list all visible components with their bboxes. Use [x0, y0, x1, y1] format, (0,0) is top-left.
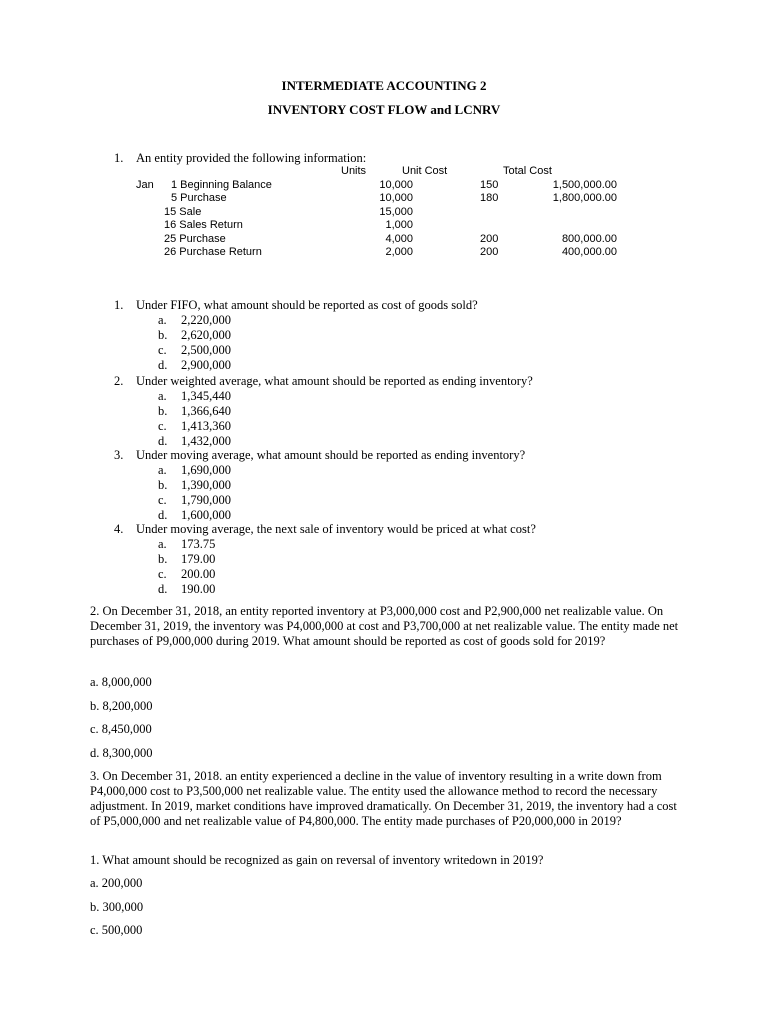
problem2-option: a. 8,000,000 [90, 675, 152, 689]
problem2-text: 2. On December 31, 2018, an entity reported inventory at P3,000,000 cost and P2,900,000 net realizable value. On December 31, 2019, the inventory was P4,000,000 at cost and P3,700,000 at net realizable value. The entity made net purchases of P9,000,000 during 2019. What amount should be reported as cost of goods sold for 2019? [90, 604, 679, 648]
option-letter: d. [158, 358, 168, 372]
option-letter: b. [158, 328, 168, 342]
option-letter: b. [158, 404, 168, 418]
option-value: 1,390,000 [181, 478, 231, 492]
row-total: 400,000.00 [561, 246, 617, 258]
problem1-number: 1. [114, 151, 124, 165]
option-letter: b. [158, 552, 168, 566]
option-value: 173.75 [181, 537, 216, 551]
col-header-total-cost: Total Cost [503, 165, 552, 177]
option-letter: a. [158, 313, 167, 327]
option-value: 1,432,000 [181, 434, 231, 448]
row-units: 10,000 [379, 192, 413, 204]
option-letter: a. [158, 389, 167, 403]
option-value: 190.00 [181, 582, 216, 596]
question-text: Under moving average, what amount should be reported as ending inventory? [136, 448, 526, 462]
col-header-units: Units [341, 165, 367, 177]
problem3-text: 3. On December 31, 2018. an entity experienced a decline in the value of inventory resulting in a write down from P4,000,000 cost to P3,500,000 net realizable value. The entity used the allowance method to record the necessary adjustment. In 2019, market conditions have improved dramatically. On December 31, 2019, the inventory had a cost of P5,000,000 and net realizable value of P4,800,000. The entity made purchases of P20,000,000 in 2019? [90, 769, 677, 828]
option-letter: b. [158, 478, 168, 492]
row-total: 1,500,000.00 [552, 179, 617, 191]
problem2-option: c. 8,450,000 [90, 722, 152, 736]
row-total: 1,800,000.00 [552, 192, 617, 204]
row-unit-cost: 200 [480, 246, 499, 258]
option-value: 1,790,000 [181, 493, 231, 507]
option-letter: c. [158, 343, 167, 357]
row-units: 2,000 [385, 246, 413, 258]
question-text: Under FIFO, what amount should be reported as cost of goods sold? [136, 298, 478, 312]
problem3-option: b. 300,000 [90, 900, 144, 914]
problem3-option: a. 200,000 [90, 876, 143, 890]
row-unit-cost: 200 [480, 233, 499, 245]
question-number: 4. [114, 522, 124, 536]
row-units: 10,000 [379, 179, 413, 191]
option-value: 2,620,000 [181, 328, 231, 342]
option-letter: c. [158, 567, 167, 581]
row-units: 1,000 [385, 219, 413, 231]
problem2-option: b. 8,200,000 [90, 699, 153, 713]
problem3-option: c. 500,000 [90, 923, 143, 937]
question-number: 1. [114, 298, 124, 312]
question-text: Under moving average, the next sale of inventory would be priced at what cost? [136, 522, 536, 536]
option-value: 1,413,360 [181, 419, 231, 433]
option-value: 2,220,000 [181, 313, 231, 327]
option-letter: a. [158, 537, 167, 551]
problem2-option: d. 8,300,000 [90, 746, 153, 760]
option-value: 2,900,000 [181, 358, 231, 372]
row-label: 15 Sale [164, 206, 202, 218]
option-value: 2,500,000 [181, 343, 231, 357]
option-value: 179.00 [181, 552, 216, 566]
question-text: Under weighted average, what amount should be reported as ending inventory? [136, 374, 533, 388]
row-total: 800,000.00 [561, 233, 617, 245]
col-header-unit-cost: Unit Cost [402, 165, 448, 177]
document-subtitle: INVENTORY COST FLOW and LCNRV [267, 102, 501, 117]
row-unit-cost: 150 [480, 179, 499, 191]
option-letter: d. [158, 434, 168, 448]
row-label: 5 Purchase [171, 192, 227, 204]
row-label: 1 Beginning Balance [171, 179, 272, 191]
option-letter: d. [158, 582, 168, 596]
row-label: 26 Purchase Return [164, 246, 262, 258]
option-value: 1,600,000 [181, 508, 231, 522]
row-label: 25 Purchase [164, 233, 226, 245]
row-units: 15,000 [379, 206, 413, 218]
row-unit-cost: 180 [480, 192, 499, 204]
problem3-question: 1. What amount should be recognized as gain on reversal of inventory writedown in 2019? [90, 853, 544, 867]
option-letter: c. [158, 419, 167, 433]
option-value: 1,366,640 [181, 404, 231, 418]
option-value: 200.00 [181, 567, 216, 581]
row-label: 16 Sales Return [164, 219, 243, 231]
option-letter: c. [158, 493, 167, 507]
row-units: 4,000 [385, 233, 413, 245]
document-title: INTERMEDIATE ACCOUNTING 2 [281, 78, 487, 93]
question-number: 2. [114, 374, 124, 388]
table-month: Jan [136, 179, 154, 191]
option-letter: a. [158, 463, 167, 477]
problem1-intro: An entity provided the following information: [136, 151, 367, 165]
question-number: 3. [114, 448, 124, 462]
option-letter: d. [158, 508, 168, 522]
option-value: 1,690,000 [181, 463, 231, 477]
option-value: 1,345,440 [181, 389, 231, 403]
